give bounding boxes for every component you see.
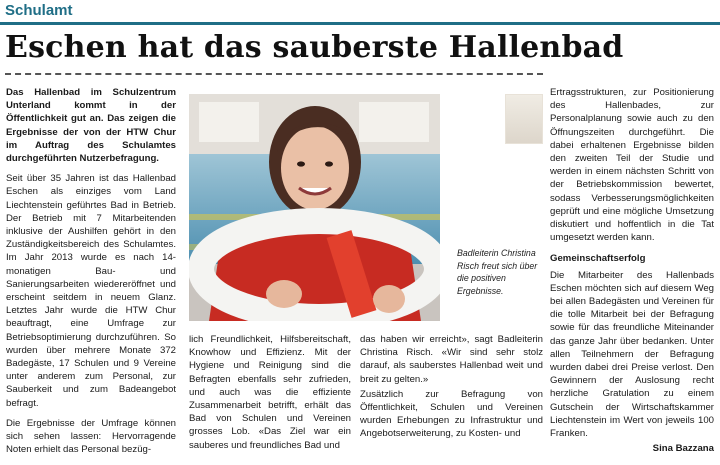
- body-paragraph: Die Ergebnisse der Umfrage können sich sehen lassen: Hervorragende Noten erhielt das Personal bezüg-: [6, 417, 176, 456]
- body-paragraph: lich Freundlichkeit, Hilfsbereitschaft, Knowhow und Effizienz. Mit der Hygiene und Reinigung sind die Befragten ebenfalls sehr zufrieden, und auch was die effiziente Zusammenarbeit betrifft, erhält das Bad von Schulen und Vereinen grosses Lob. «Das Ziel war ein sauberes und freundliches Bad und: [189, 334, 351, 451]
- adjacent-photo-fragment: [505, 94, 543, 144]
- photo-caption: Badleiterin Christina Risch freut sich über die positiven Ergebnisse.: [457, 248, 538, 296]
- body-paragraph: das haben wir erreicht», sagt Badleiterin Christina Risch. «Wir sind sehr stolz darauf, als sauberstes Hallenbad weit und breit zu gelten.»: [360, 334, 543, 385]
- author-byline: Sina Bazzana: [652, 443, 714, 454]
- kicker-rule: [0, 22, 720, 25]
- article-lead: Das Hallenbad im Schulzentrum Unterland kommt in der Öffentlichkeit gut an. Das zeigen die Ergebnisse der von der HTW Chur im Auftrag des Schulamtes durchgeführten Nutzerbefragung.: [6, 87, 176, 165]
- photo-illustration: [189, 94, 440, 321]
- column-2: [189, 333, 351, 459]
- body-paragraph: Ertragsstrukturen, zur Positionierung des Hallenbades, zur Personalplanung sowie auch zu den Öffnungszeiten durchgeführt. Die dabei erhaltenen Ergebnisse bilden den zweiten Teil der Studie und werden in einem nächsten Schritt von der Betriebskommission bewertet, sodass Verbesserungsmöglichkeiten geprüft und eine mögliche Umsetzung diskutiert und hoffentlich in die Tat umgesetzt werden kann.: [550, 87, 714, 244]
- article-headline: Eschen hat das sauberste Hallenbad: [5, 30, 624, 65]
- column-1: [6, 86, 176, 463]
- body-paragraph: Seit über 35 Jahren ist das Hallenbad Eschen als einziges vom Land Liechtenstein geführtes Bad in Betrieb. Der Betrieb mit 7 Mitarbeitenden inklusive der Aushilfen gehört in den Zuständigkeitsbereich des Schulamtes. Im Jahr 2013 wurde es nach 14-monatigen Bau- und Sanierungsarbeiten wiedereröffnet und erscheint seitdem in neuem Glanz. Letztes Jahr wurde die HTW Chur beauftragt, eine Umfrage zur Betriebsoptimierung durchzuführen. So wurden über mehrere Monate 372 Badegäste, 17 Schulen und 9 Vereine unter anderem zum Personal, zur Sauberkeit und zum Badeangebot befragt.: [6, 173, 176, 409]
- section-kicker: Schulamt: [5, 2, 73, 19]
- article-photo: [189, 94, 440, 321]
- body-paragraph: Zusätzlich zur Befragung von Öffentlichkeit, Schulen und Vereinen wurden Erhebungen zu Infrastruktur und Angebotserweiterung, zu Kosten- und: [360, 388, 543, 440]
- section-subhead: Gemeinschaftserfolg: [550, 253, 646, 265]
- headline-divider: [5, 73, 543, 75]
- column-4: [550, 86, 714, 447]
- column-3: [360, 333, 543, 448]
- body-paragraph: Die Mitarbeiter des Hallenbads Eschen möchten sich auf diesem Weg bei allen Badegästen und Vereinen für die tolle Mitarbeit bei der Befragung sowie für das freundliche Miteinander das ganze Jahr über bedanken. Unter allen Teilnehmern der Befragung wurden dabei drei Preise verlost. Den Gewinnern der Auslosung recht herzliche Gratulation zu einem Gutschein der Wirtschaftskammer Liechtenstein im Wert von jeweils 100 Franken.: [550, 269, 714, 440]
